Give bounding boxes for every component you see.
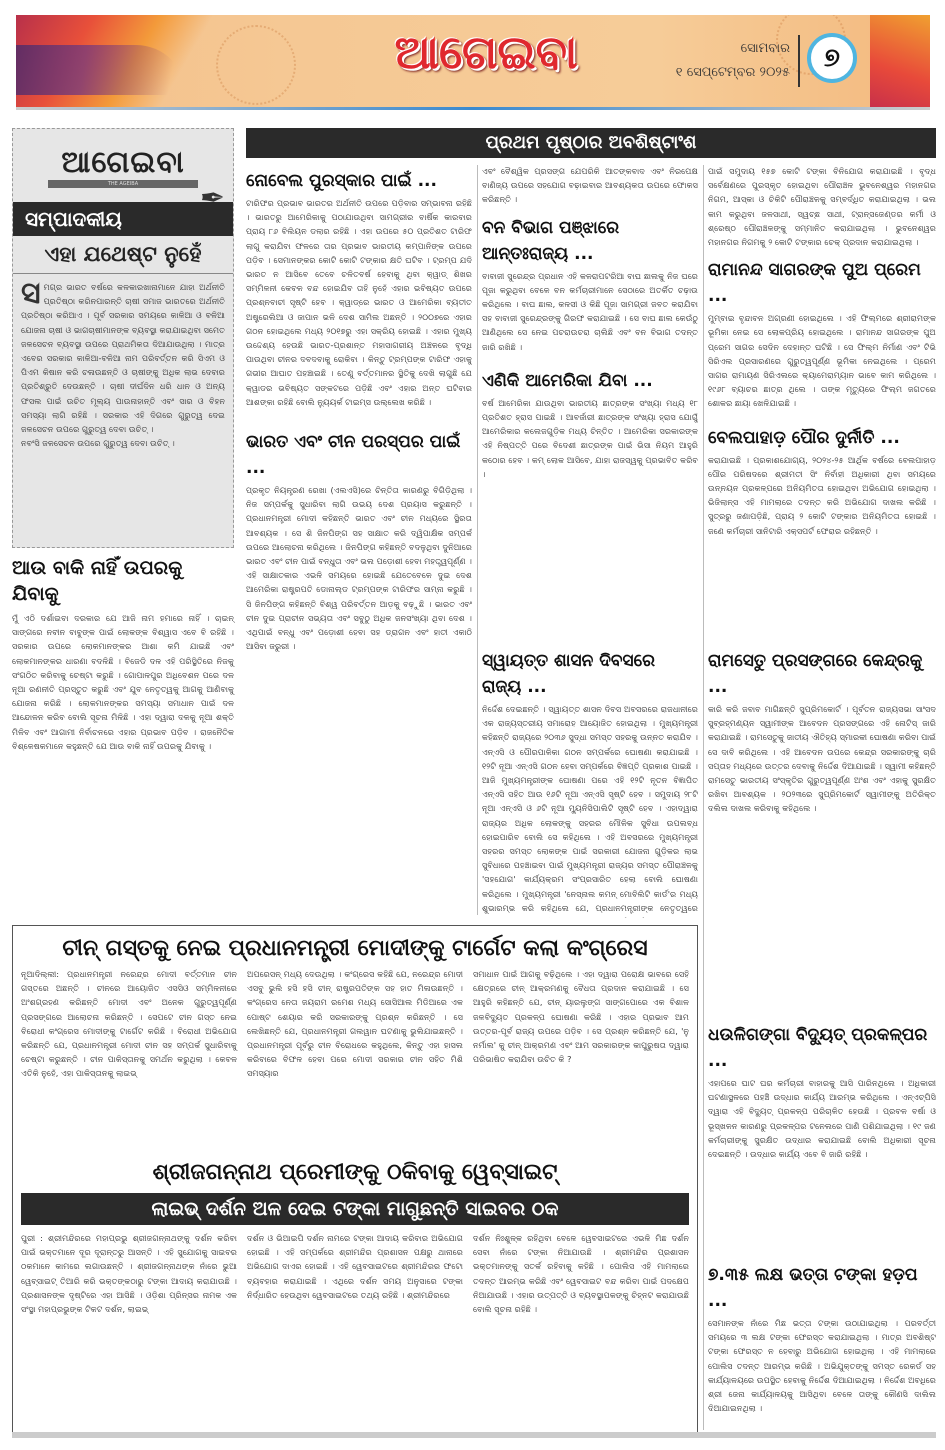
column-3-bottom [708,1262,936,1432]
article-headline: ଧଉଳିଗଙ୍ଗା ବିଦ୍ୟୁତ୍ ପ୍ରକଳ୍ପର ... [708,1025,928,1071]
column-divider [703,165,704,1430]
article-body: କାରି କରି ଜବାବ ମାଗିଛନ୍ତି ସୁପ୍ରିମକୋର୍ଟ । ପୂର୍ବତନ ରାଜ୍ୟସଭା ସାଂସଦ ସୁବ୍ରହ୍ମଣ୍ୟନ ସ୍ୱାମୀଙ୍କ ଆବେଦନ ପ୍ରସଙ୍ଗରେ ଏହି ନୋଟିସ୍ ଜାରି କରାଯାଇଛି । ରାମସେତୁକୁ ଜାତୀୟ ଐତିହ୍ୟ ସ୍ମାରକୀ ଘୋଷଣା କରିବା ପାଇଁ ସେ ଦାବି କରିଥିଲେ । ଏହି ଆବେଦନ ଉପରେ କେନ୍ଦ୍ର ସରକାରଙ୍କୁ ଚାରି ସପ୍ତାହ ମଧ୍ୟରେ ଉତ୍ତର ଦେବାକୁ ନିର୍ଦ୍ଦେଶ ଦିଆଯାଇଛି । ସ୍ୱାମୀ କହିଛନ୍ତି ରାମସେତୁ ଭାରତୀୟ ସଂସ୍କୃତିର ଗୁରୁତ୍ୱପୂର୍ଣ୍ଣ ଅଂଶ ଏବଂ ଏହାକୁ ସୁରକ୍ଷିତ ରଖିବା ଆବଶ୍ୟକ । ୨୦୨୩ରେ ସୁପ୍ରିମକୋର୍ଟ ସ୍ୱାମୀଙ୍କୁ ଅତିରିକ୍ତ ଦଲିଲ ଦାଖଲ କରିବାକୁ କହିଥିଲେ । [708,704,936,814]
article-column: ପୁରୀ : ଶ୍ରୀମନ୍ଦିରରେ ମହାପ୍ରଭୁ ଶ୍ରୀଜଗନ୍ନାଥଙ୍କୁ ଦର୍ଶନ କରିବା ପାଇଁ ଭକ୍ତମାନେ ଦୂର ଦୂରାନ୍ତରୁ ଆସନ୍ତି । ଏହି ସୁଯୋଗକୁ ସାଇବର ଠକମାନେ କାମରେ ଲଗାଉଛନ୍ତି । ଶ୍ରୀଜଗନ୍ନାଥଙ୍କ ନାଁରେ ଭୁଆ ୱେବ୍‌ସାଇଟ୍ ତିଆରି କରି ଭକ୍ତଙ୍କଠାରୁ ଟଙ୍କା ଆଦାୟ କରାଯାଉଛି । ପ୍ରଶାସନଙ୍କ ଦୃଷ୍ଟିରେ ଏହା ଆସିଛି । ଓଡ଼ିଶା ପ୍ରିନ୍ସର ନାମକ ଏକ ସଂସ୍ଥା ମହାପ୍ରଭୁଙ୍କ ଟିକଟ ଦର୍ଶନ, ଲାଇଭ୍ [21,1233,237,1315]
column-1 [246,160,472,920]
mandala-pattern [216,25,296,105]
article-columns [13,967,697,1142]
article-left [12,555,234,915]
column-2 [482,160,698,630]
editorial-headline: ଏହା ଯଥେଷ୍ଟ ନୁହେଁ [13,236,233,274]
column-3-middle [708,648,936,1008]
article-headline: ସ୍ୱାୟତ୍ତ ଶାସନ ଦିବସରେ ରାଜ୍ୟ ... [482,651,655,697]
article-column: ନୂଆଦିଲ୍ଲୀ: ପ୍ରଧାନମନ୍ତ୍ରୀ ନରେନ୍ଦ୍ର ମୋଦୀ ବର୍ତ୍ତମାନ ଚୀନ ଗସ୍ତରେ ଅଛନ୍ତି । ଚୀନରେ ଆୟୋଜିତ ଏସସିଓ ସମ୍ମିଳନୀରେ ଅଂଶଗ୍ରହଣ କରିଛନ୍ତି ମୋଦୀ ଏବଂ ଅନେକ ଗୁରୁତ୍ୱପୂର୍ଣ୍ଣ ପ୍ରସଙ୍ଗରେ ଆଲୋଚନା କରିଛନ୍ତି । ସେପଟେ ଚୀନ ଗସ୍ତ ନେଇ ବିରୋଧୀ କଂଗ୍ରେସ ମୋଦୀଙ୍କୁ ଟାର୍ଗେଟ କରିଛି । ବିରୋଧୀ ଅଭିଯୋଗ କରିଛନ୍ତି ଯେ, ପ୍ରଧାନମନ୍ତ୍ରୀ ମୋଦୀ ଚୀନ ସହ ସମ୍ପର୍କ ସୁଧାରିବାକୁ ଚେଷ୍ଟା କରୁଛନ୍ତି । ଚୀନ ପାକିସ୍ତାନକୁ ସମର୍ଥନ କରୁଥିଲା । କେବଳ ଏତିକି ନୁହେଁ, ଏହା ପାକିସ୍ତାନକୁ ଲାଇଭ୍ [21,969,237,1079]
newspaper-logo: ଆଗେଇବା [394,25,578,79]
article-headline: ୭.୩୫ ଲକ୍ଷ ଭତ୍ତା ଟଙ୍କା ହଡ଼ପ ... [708,1265,918,1311]
article-body: ଏହାପରେ ଘାଟ ଘର କର୍ମଚାରୀ ବାହାରକୁ ଆସି ପାରିନଥିଲେ । ଅଧିକାରୀ ଘଟଣାସ୍ଥଳରେ ପହଞ୍ଚି ଉଦ୍ଧାର କାର୍ଯ୍ୟ ଆରମ୍ଭ କରିଥିଲେ । ଏନ୍‌ଏଚ୍‌ପିସି ଦ୍ୱାରା ଏହି ବିଦ୍ୟୁତ୍ ପ୍ରକଳ୍ପ ପରିଚାଳିତ ହେଉଛି । ପ୍ରବଳ ବର୍ଷା ଓ ଭୂସ୍ଖଳନ କାରଣରୁ ପ୍ରକଳ୍ପର ଟନେଲରେ ପାଣି ପଶିଯାଇଥିଲା । ୧୯ ଜଣ କର୍ମଚାରୀଙ୍କୁ ସୁରକ୍ଷିତ ଉଦ୍ଧାର କରାଯାଇଛି ବୋଲି ଅଧିକାରୀ ସୂଚନା ଦେଇଛନ୍ତି । ଉଦ୍ଧାର କାର୍ଯ୍ୟ ଏବେ ବି ଜାରି ରହିଛି । [708,1078,936,1160]
weekday: ସୋମବାର [740,41,790,56]
article-body: ବାବାଜୀ ସୁରେନ୍ଦ୍ର ପ୍ରଧାନ ଏହି କଳରାପଟରିଆ ବାଘ ଛାଲକୁ ନିଜ ଘରେ ପୂଜା କରୁଥିବା ବେଳେ ବନ କର୍ମଚାରୀମାନେ ସେଠାରେ ଅତର୍କିତ ଚଢ଼ାଉ କରିଥିଲେ । ବାଘ ଛାଲ, କଳସୀ ଓ କିଛି ପୂଜା ସାମଗ୍ରୀ ଜବତ କରାଯିବା ସହ ବାବାଜୀ ସୁରେନ୍ଦ୍ରଙ୍କୁ ଗିରଫ କରାଯାଇଛି । ସେ ବାଘ ଛାଲ କେଉଁଠୁ ଆଣିଥିଲେ ସେ ନେଇ ପଚରାଉଚରା ଚାଲିଛି ଏବଂ ବନ ବିଭାଗ ତଦନ୍ତ ଜାରି ରଖିଛି । [482,270,698,352]
article-body: ମୁଁ ଏଠି ଦର୍ଶାଇବା ଦରକାର ଯେ ଆଜି ନାମ ହମାରେ ନାହିଁ । ଚାଇନ୍ ସାଙ୍ଗରେ ନବୀନ ବାବୁଙ୍କ ପାଇଁ ଲୋକଙ୍କ ବିଶ୍ୱାସ ଏବେ ବି ରହିଛି । ସରକାର ଉପରେ ଲୋକମାନଙ୍କର ଆଶା କମି ଯାଇଛି ଏବଂ ଲୋକମାନଙ୍କର ଧାରଣା ବଦଳିଛି । ବିଜେଡି ଦଳ ଏହି ପରିସ୍ଥିତିରେ ନିଜକୁ ସଂଗଠିତ କରିବାକୁ ଚେଷ୍ଟା କରୁଛି । ଗୋପାଳପୁର ଅଧିବେଶନ ପରେ ଦଳ ନୂଆ ରଣନୀତି ପ୍ରସ୍ତୁତ କରୁଛି ଏବଂ ଯୁବ ନେତୃତ୍ୱକୁ ଆଗକୁ ଆଣିବାକୁ ଯୋଜନା କରିଛି । ଲୋକମାନଙ୍କର ସମସ୍ୟା ସମାଧାନ ପାଇଁ ଦଳ ଆନ୍ଦୋଳନ କରିବ ବୋଲି ସୂଚନା ମିଳିଛି । ଏହା ଦ୍ୱାରା ଦଳକୁ ନୂଆ ଶକ୍ତି ମିଳିବ ଏବଂ ଆଗାମୀ ନିର୍ବାଚନରେ ଏହାର ପ୍ରଭାବ ପଡ଼ିବ । ରାଜନୈତିକ ବିଶ୍ଳେଷକମାନେ କହୁଛନ୍ତି ଯେ ଆଉ ବାକି ନାହିଁ ଉପରକୁ ଯିବାକୁ । [12,613,234,751]
article-headline: ଶ୍ରୀଜଗନ୍ନାଥ ପ୍ରେମୀଙ୍କୁ ଠକିବାକୁ ୱେବ୍‌ସାଇଟ୍ [152,1160,558,1185]
column-divider [477,165,478,915]
article-body: ନିର୍ଦ୍ଦେଶ ଦେଇଛନ୍ତି । ସ୍ୱାୟତ୍ତ ଶାସନ ଦିବସ ଅବସରରେ ରାଜଧାନୀରେ ଏକ ରାଜ୍ୟସ୍ତରୀୟ ସମାରୋହ ଆୟୋଜିତ ହୋଇଥିଲା । ମୁଖ୍ୟମନ୍ତ୍ରୀ କହିଛନ୍ତି ରାଜ୍ୟରେ ୨୦୩୬ ସୁଦ୍ଧା ସମସ୍ତ ସହରକୁ ଉନ୍ନତ କରାଯିବ । ଏନ୍‌ଏସି ଓ ପୌରପାଳିକା ଗଠନ ସମ୍ପର୍କରେ ଘୋଷଣା କରାଯାଇଛି । ୧୨ଟି ନୂଆ ଏନ୍‌ଏସି ଗଠନ ହେବା ସମ୍ପର୍କରେ ବିଜ୍ଞପ୍ତି ପ୍ରକାଶ ପାଇଛି । ଆଜି ମୁଖ୍ୟମନ୍ତ୍ରୀଙ୍କ ଘୋଷଣା ପରେ ଏହି ୧୨ଟି ନୂତନ ବିଜ୍ଞାପିତ ଏନ୍‌ଏସି ସହିତ ଆଉ ୧୬ଟି ନୂଆ ଏନ୍‌ଏସି ସୃଷ୍ଟି ହେବ । ସମୁଦାୟ ୨୮ଟି ନୂଆ ଏନ୍‌ଏସି ଓ ୬ଟି ନୂଆ ମ୍ୟୁନିସିପାଲିଟି ସୃଷ୍ଟି ହେବ । ଏହାଦ୍ୱାରା ରାଜ୍ୟର ଅଧିକ ଲୋକଙ୍କୁ ସହରର ମୌଳିକ ସୁବିଧା ଉପଲବ୍ଧ ହୋଇପାରିବ ବୋଲି ସେ କହିଥିଲେ । ଏହି ଅବସରରେ ମୁଖ୍ୟମନ୍ତ୍ରୀ ସହରର ସମସ୍ତ ଲୋକଙ୍କ ପାଇଁ ସରକାରୀ ଯୋଜନା ଗୁଡ଼ିକର ଲାଭ ସୁବିଧାରେ ପହଞ୍ଚାଇବା ପାଇଁ ମୁଖ୍ୟମନ୍ତ୍ରୀ ରାଜ୍ୟର ସମସ୍ତ ପୌରାଞ୍ଚଳକୁ 'ସହଯୋଗ' କାର୍ଯ୍ୟକ୍ରମ ସଂପ୍ରସାରିତ ହେଲା ବୋଲି ଘୋଷଣା କରିଥିଲେ । ମୁଖ୍ୟମନ୍ତ୍ରୀ 'ନେସ୍‌ନାଲ କମନ୍ ମୋବିଲିଟି କାର୍ଡ'ର ମଧ୍ୟ ଶୁଭାରମ୍ଭ କରି କହିଥିଲେ ଯେ, ପ୍ରଧାନମନ୍ତ୍ରୀଙ୍କ ନେତୃତ୍ୱରେ [482,704,698,913]
article-body: ବର୍ଷ ଆମେରିକା ଯାଉଥିବା ଭାରତୀୟ ଛାତ୍ରଙ୍କ ସଂଖ୍ୟା ମଧ୍ୟ ୧୮ ପ୍ରତିଶତ ହ୍ରାସ ପାଇଛି । ଆବର୍ଜାରୀ ଛାତ୍ରଙ୍କ ସଂଖ୍ୟା ହ୍ରାସ ଯୋଗୁଁ ଆମେରିକାର କଲେଜଗୁଡ଼ିକ ମଧ୍ୟ ଚିନ୍ତିତ । ଆମେରିକା ସରକାରଙ୍କ ଏହି ନିଷ୍ପତ୍ତି ପରେ ବିଦେଶୀ ଛାତ୍ରଙ୍କ ପାଇଁ ଭିସା ନିୟମ ଆହୁରି କଠୋର ହେବ । କମ୍ ଲୋକ ଆସିବେ, ଯାହା ରାଜସ୍ୱକୁ ପ୍ରଭାବିତ କରିବ । [482,397,698,479]
page-number-badge: ୭ [807,33,857,83]
article-body-continued: ଏବଂ ବୈଶ୍ୱିକ ପ୍ରସଙ୍ଗ ଯେପରିକି ଆତଙ୍କବାଦ ଏବଂ ନିରପେକ୍ଷ ବାଣିଜ୍ୟ ଉପରେ ସହଯୋଗ ବଢ଼ାଇବାର ଆବଶ୍ୟକତା ଉପରେ ଫୋକସ କରିଛନ୍ତି । [482,166,698,205]
column-3 [708,160,936,630]
date: ୧ ସେପ୍ଟେମ୍ବର ୨୦୨୫ [675,65,790,80]
lower-article-box [12,925,698,1435]
article-headline: ଏଣିକି ଆମେରିକା ଯିବା ... [482,370,653,391]
article-body: ଟାରିଫର ପ୍ରଭାବ ଭାରତର ଅର୍ଥନୀତି ଉପରେ ପଡ଼ିବାର ସମ୍ଭାବନା ରହିଛି । ଭାରତରୁ ଆମେରିକାକୁ ପଠାଯାଉଥିବା ସାମଗ୍ରୀର ବାର୍ଷିକ କାରବାର ପ୍ରାୟ ୮୬ ବିଲିୟନ ଡଲାର ରହିଛି । ଏହା ଉପରେ ୫୦ ପ୍ରତିଶତ ଟାରିଫ ଲାଗୁ କରାଯିବା ଫଳରେ ତାର ପ୍ରଭାବ ଭାରତୀୟ କମ୍ପାନିଙ୍କ ଉପରେ ପଡ଼ିବ । ସେମାନଙ୍କର କୋଟି କୋଟି ଟଙ୍କାର କ୍ଷତି ଘଟିବ । ଟ୍ରମ୍ପ ଯଦି ଭାରତ ନ ଆସିବେ ତେବେ ଚଳିତବର୍ଷ ହେବାକୁ ଥିବା କ୍ୱାଡ୍ ଶିଖର ସମ୍ମିଳନୀ କେବଳ ବନ୍ଦ ହୋଇଯିବ ତାହି ନୁହେଁ ଏହାର ଭବିଷ୍ୟତ ଉପରେ ପ୍ରଶ୍ନବାଚୀ ସୃଷ୍ଟି ହେବ । କ୍ୱାଡ୍‌ରେ ଭାରତ ଓ ଆମେରିକା ବ୍ୟତୀତ ଅଷ୍ଟ୍ରେଲିଆ ଓ ଜାପାନ ଭଳି ଦେଶ ସାମିଲ ଅଛନ୍ତି । ୨୦୦୭ରେ ଏହାର ଗଠନ ହୋଇଥିଲେ ମଧ୍ୟ ୨୦୧୭ରୁ ଏହା ସକ୍ରିୟ ହୋଇଛି । ଏହାର ମୁଖ୍ୟ ଉଦ୍ଦେଶ୍ୟ ହେଉଛି ଭାରତ-ପ୍ରଶାନ୍ତ ମହାସାଗରୀୟ ଅଞ୍ଚଳରେ ବୃଦ୍ଧି ପାଉଥିବା ଚୀନର ଦବଦବାକୁ ରୋକିବା । କିନ୍ତୁ ଟ୍ରମ୍ପଙ୍କ ଟାରିଫ ଏହାକୁ ଗଭୀର ଆଘାତ ପହଞ୍ଚାଇଛି । ତେଣୁ ବର୍ତ୍ତମାନର ସ୍ଥିତିକୁ ଦେଖି ଲାଗୁଛି ଯେ କ୍ୱାଡର ଭବିଷ୍ୟତ ସଙ୍କଟରେ ପଡ଼ିଛି ଏବଂ ଏହାର ଅନ୍ତ ଘଟିବାର ଆଶଙ୍କା ରହିଛି ବୋଲି ନ୍ୟୁୟର୍କ ଟାଇମ୍ସ ଉଲ୍ଲେଖ କରିଛି । [246,198,472,407]
article-headline: ଚୀନ୍ ଗସ୍ତକୁ ନେଇ ପ୍ରଧାନମନ୍ତ୍ରୀ ମୋଦୀଙ୍କୁ ଟାର୍ଗେଟ କଲା କଂଗ୍ରେସ [62,936,648,961]
editorial-box [12,128,234,548]
editorial-body [13,274,233,456]
editorial-text: ମଗ୍ର ଭାରତ ବର୍ଷରେ କଳକାରଖାନାମାନେ ଯାହା ଅର୍ଥନୀତି ପ୍ରତିଷ୍ଠା କରିନପାରନ୍ତି ଚାଷୀ ସମାଜ ଭାରତରେ ଅର୍ଥନୀତି ପ୍ରତିଷ୍ଠା କରିଆଏ । ପୂର୍ବ ସରକାର ସମୟରେ କାଳିଆ ଓ ବଳିଆ ଯୋଜନା ଚାଷୀ ଓ ଭାଗଚାଷୀମାନଙ୍କ ବ୍ୟବସ୍ଥା କରାଯାଇଥିବା ସମେତ ଜଳସେଚନ ବ୍ୟବସ୍ଥା ଉପରେ ପ୍ରାଥମିକତା ଦିଆଯାଉଥିଲା । ମାତ୍ର ଏବେର ସରକାର କାଳିଆ-ବଳିଆ ନାମ ପରିବର୍ତ୍ତନ କରି ସିଏମ ଓ ପିଏମ କିଷାନ କରି ଚଳାଉଛନ୍ତି ଓ ଚାଷୀଙ୍କୁ ଅଧିକ ଲାଭ ଦେବାର ପ୍ରତିଶ୍ରୁତି ଦେଉଛନ୍ତି । ଚାଷୀ ଦୀର୍ଘଦିନ ଧରି ଧାନ ଓ ଅନ୍ୟ ଫସଲ ପାଇଁ ଉଚିତ ମୂଲ୍ୟ ପାଉନାହାନ୍ତି ଏବଂ ସାର ଓ ବିହନ ସମସ୍ୟା ଲାଗି ରହିଛି । ସରକାର ଏହି ଦିଗରେ ଗୁରୁତ୍ୱ ଦେଇ ଜଳସେଚନ ଉପରେ ଗୁରୁତ୍ୱ ଦେବା ଉଚିତ୍ । [21,282,225,435]
article-headline: ରାମସେତୁ ପ୍ରସଙ୍ଗରେ କେନ୍ଦ୍ରକୁ ... [708,651,923,697]
article-body: ପ୍ରକୃତ ନିୟନ୍ତ୍ରଣ ରେଖା (ଏଲଏସି)ରେ ଚିନ୍ତିତା କାରଣରୁ ବିଗିଡ଼ିଥିଲା । ନିଜ ସମ୍ପର୍କକୁ ସୁଧାରିବା ଲାଗି ଉଭୟ ଦେଶ ପ୍ରୟାସ କରୁଛନ୍ତି । ପ୍ରଧାନମନ୍ତ୍ରୀ ମୋଦୀ କହିଛନ୍ତି ଭାରତ ଏବଂ ଚୀନ ମଧ୍ୟରେ ସ୍ଥିରତା ଆବଶ୍ୟକ । ସେ ଶି ଜିନପିଙ୍ଗ ସହ ସାକ୍ଷାତ କରି ଦ୍ୱିପାକ୍ଷିକ ସମ୍ପର୍କ ଉପରେ ଆଲୋଚନା କରିଥିଲେ । ଜିନପିଙ୍ଗ କହିଛନ୍ତି ବଦଳୁଥିବା ଦୁନିଆରେ ଭାରତ ଏବଂ ଚୀନ ପାଇଁ ବନ୍ଧୁତା ଏବଂ ଭଲ ପଡ଼ୋଶୀ ହେବା ମହତ୍ତ୍ୱପୂର୍ଣ୍ଣ । ଏହି ସାକ୍ଷାତକାର ଏଭଳି ସମୟରେ ହୋଇଛି ଯେତେବେଳେ ଦୁଇ ଦେଶ ଆମେରିକା ରାଷ୍ଟ୍ରପତି ଡୋନାଲ୍ଡ ଟ୍ରମ୍ପଙ୍କ ଟାରିଫର ସାମ୍ନା କରୁଛି । ସି ଜିନପିଙ୍ଗ କହିଛନ୍ତି ବିଶ୍ୱ ପରିବର୍ତ୍ତନ ଆଡ଼କୁ ବଢ଼ୁଛି । ଭାରତ ଏବଂ ଚୀନ ଦୁଇ ପ୍ରାଚୀନ ସଭ୍ୟତା ଏବଂ ସବୁଠୁ ଅଧିକ ଜନସଂଖ୍ୟା ଥିବା ଦେଶ । ଏଥିପାଇଁ ବନ୍ଧୁ ଏବଂ ପଡ଼ୋଶୀ ହେବା ସହ ଡ୍ରାଗନ ଏବଂ ହାତୀ ଏକାଠି ଆସିବା ଜରୁରୀ । [246,485,472,652]
column-3-lower [708,1022,936,1252]
article-columns [13,1231,697,1361]
editorial-logo-subtitle: THE AGEIBA [48,180,198,188]
column-2-lower [482,648,698,918]
drop-cap: ସ [21,276,41,311]
article-body: କରାଯାଇଛି । ପ୍ରକାଶଯୋଗ୍ୟ, ୨୦୨୪-୨୫ ଆର୍ଥିକ ବର୍ଷରେ ବେଲପାହାଡ଼ ପୌର ପରିଷଦରେ ଶ୍ରୀମତୀ ସିଂ ନିର୍ବାହୀ ଅଧିକାରୀ ଥିବା ସମୟରେ ଉନ୍ନୟନ ପ୍ରକଳ୍ପରେ ଅନିୟମିତତା ହୋଇଥିବା ଅଭିଯୋଗ ହୋଇଥିଲା । ଭିଜିଲାନ୍ସ ଏହି ମାମଲାରେ ତଦନ୍ତ କରି ଅଭିଯୋଗ ଦାଖଲ କରିଛି । ସୁତ୍ରରୁ ଜଣାପଡ଼ିଛି, ପ୍ରାୟ ୨ କୋଟି ଟଙ୍କାର ଅନିୟମିତତା ହୋଇଛି । ଜଣେ କର୍ମଚାରୀ ସାନିଟାରି ଏକ୍ସପର୍ଟ ଫେରାର ରହିଛନ୍ତି । [708,454,936,536]
article-headline: ରାମାନନ୍ଦ ସାଗରଙ୍କ ପୁଅ ପ୍ରେମ ... [708,260,921,307]
article-column: ଅପରେସନ୍ ମଧ୍ୟ ଦେଉଥିଲା । କଂଗ୍ରେସ କହିଛି ଯେ, ନରେନ୍ଦ୍ର ମୋଦୀ ଏସବୁ ଭୁଲି ହସି ହସି ଚୀନ୍ ରାଷ୍ଟ୍ରପତିଙ୍କ ସହ ହାତ ମିଳାଉଛନ୍ତି । କଂଗ୍ରେସ ନେତା ଜୟରାମ ରମେଶ ମଧ୍ୟ ସୋସିଆଲ ମିଡିଆରେ ଏକ ପୋଷ୍ଟ ଶେୟାର କରି ସରକାରଙ୍କୁ ପ୍ରଶ୍ନ କରିଛନ୍ତି । ସେ ଲେଖିଛନ୍ତି ଯେ, ପ୍ରଧାନମନ୍ତ୍ରୀ ଗଲୱାନ ଘଟଣାକୁ ଭୁଲିଯାଇଛନ୍ତି । ପ୍ରଧାନମନ୍ତ୍ରୀ ପୂର୍ବରୁ ଚୀନ ବିରୋଧରେ କହୁଥିଲେ, କିନ୍ତୁ ଏହା ହାସଲ କରିବାରେ ବିଫଳ ହେବା ପରେ ମୋଦୀ ସରକାର ଚୀନ ସହିତ ମିଶି ସମସ୍ୟାର [247,969,463,1079]
editorial-logo: ଆଗେଇବା [61,145,185,180]
editorial-section-label: ସମ୍ପାଦକୀୟ [25,207,122,231]
section-banner: ପ୍ରଥମ ପୃଷ୍ଠାର ଅବଶିଷ୍ଟାଂଶ [246,128,936,158]
article-headline: ବନ ବିଭାଗ ପଞ୍ଝାରେ ଆନ୍ତଃରାଜ୍ୟ ... [482,217,620,264]
article-body: ମୁମ୍ବାଇ ବୃନ୍ଦାବନ ଅଗ୍ରଣୀ ହୋଇଥିଲେ । ଏହି ଫିଲ୍ମରେ ଶ୍ରୀରାମଙ୍କ ଭୂମିକା ନେଇ ସେ ଲୋକପ୍ରିୟ ହୋଇଥିଲେ । ରାମାନନ୍ଦ ସାଗରଙ୍କ ପୁଅ ପ୍ରେମ ସାଗର ସେଦିନ ଦେହାନ୍ତ ଘଟିଛି । ସେ ଫିଲ୍ମ ନିର୍ମାଣ ଏବଂ ଟିଭି ସିରିଏଲ ପ୍ରସାରଣରେ ଗୁରୁତ୍ୱପୂର୍ଣ୍ଣ ଭୂମିକା ନେଇଥିଲେ । ପ୍ରେମ ସାଗର ରାମାୟଣ ସିରିଏଲରେ କ୍ୟାମେରାମ୍ୟାନ ଭାବେ କାମ କରିଥିଲେ । ୧୯୬୮ ବ୍ୟାଚର ଛାତ୍ର ଥିଲେ । ତାଙ୍କ ମୃତ୍ୟୁରେ ଫିଲ୍ମ ଜଗତରେ ଶୋକର ଛାୟା ଖେଳିଯାଇଛି । [708,313,936,409]
masthead-underline [16,107,930,110]
article-body: ସେମାନଙ୍କ ନାଁରେ ମିଛ ଭତ୍ତା ଟଙ୍କା ଉଠାଯାଇଥିଲା । ପରବର୍ତ୍ତୀ ସମୟରେ ୩ ଲକ୍ଷ ଟଙ୍କା ଫେରସ୍ତ କରାଯାଇଥିଲା । ମାତ୍ର ଅବଶିଷ୍ଟ ଟଙ୍କା ଫେରସ୍ତ ନ ହେବାରୁ ଅଭିଯୋଗ ହୋଇଥିଲା । ଏହି ମାମଲାରେ ପୋଲିସ ତଦନ୍ତ ଆରମ୍ଭ କରିଛି । ଅଭିଯୁକ୍ତଙ୍କୁ ସମସ୍ତ ରେକର୍ଡ ସହ କାର୍ଯ୍ୟାଳୟରେ ଉପସ୍ଥିତ ହେବାକୁ ନିର୍ଦ୍ଦେଶ ଦିଆଯାଇଥିଲା । ନିର୍ଦ୍ଦେଶ ଅବଧିରେ ଶ୍ରୀ ଜେନା କାର୍ଯ୍ୟାଳୟକୁ ଆସିଥିବା ବେଳେ ତାଙ୍କୁ କୌଣସି ଦାଲିଲ ଦିଆଯାଇନଥିଲା । [708,1318,936,1414]
decorative-wave-left-dark [16,45,186,95]
divider [798,35,800,87]
article-column: ସମାଧାନ ପାଇଁ ଆଗକୁ ବଢ଼ିଥିଲେ । ଏହା ଦ୍ୱାରା ପରୋକ୍ଷ ଭାବରେ ସେହି କ୍ଷେତ୍ରରେ ଚୀନ୍ ଆକ୍ରମଣକୁ ବୈଧତା ପ୍ରଦାନ କରାଯାଇଛି । ସେ ଆହୁରି କହିଛନ୍ତି ଯେ, ଚୀନ୍ ୟାରଲୁଙ୍ଗ ସାଙ୍ଗପୋରେ ଏକ ବିଶାଳ ଜଳବିଦ୍ୟୁତ ପ୍ରକଳ୍ପ ଘୋଷଣା କରିଛି । ଏହାର ପ୍ରଭାବ ଆମ ଉତ୍ତର-ପୂର୍ବ ରାଜ୍ୟ ଉପରେ ପଡ଼ିବ । ସେ ପ୍ରଶ୍ନ କରିଛନ୍ତି ଯେ, 'ନୁ ନର୍ମାଲ' କୁ ଚୀନ୍ ଆକ୍ରମଣ ଏବଂ ଆମ ସରକାରଙ୍କ କାପୁରୁଷତା ଦ୍ୱାରା ପରିଭାଷିତ କରାଯିବା ଉଚିତ କି ? [473,969,689,1065]
decorative-wave-right [870,15,930,107]
article-headline: ଭାରତ ଏବଂ ଚୀନ ପରସ୍ପର ପାଇଁ ... [246,432,461,479]
footer-bar [12,1432,936,1438]
article-headline: ବେଲପାହାଡ଼ ପୌର ଦୁର୍ନୀତି ... [708,427,900,448]
article-headline: ଆଉ ବାକି ନାହିଁ ଉପରକୁ ଯିବାକୁ [12,557,183,605]
article-body-continued: ପାଇଁ ସମୁଦାୟ ୧୫୭ କୋଟି ଟଙ୍କା ବିନିଯୋଗ କରାଯାଇଛି । ବୃଦ୍ଧ ସର୍ବେକ୍ଷଣରେ ପୁରସ୍କୃତ ହୋଇଥିବା ପୌରାଞ୍ଚଳ ଭୁବନେଶ୍ୱର ମହାନଗର ନିଗମ, ଆସ୍କା ଓ ଚିକିଟି ପୌରାଞ୍ଚଳକୁ ସମ୍ବର୍ଦ୍ଧିତ କରାଯାଇଥିଲା । ଭଲ କାମ କରୁଥିବା ଜଳସାଥୀ, ସ୍ୱଚ୍ଛ ସାଥୀ, ଟ୍ରାନ୍ସଜେଣ୍ଡର କର୍ମୀ ଓ ଶ୍ରେଷ୍ଠ ପୌରାଞ୍ଚଳଙ୍କୁ ସମ୍ମାନିତ କରାଯାଇଥିଲା । ଭୁବନେଶ୍ୱର ମହାନଗର ନିଗମକୁ ୨ କୋଟି ଟଙ୍କାର ଚେକ୍ ପ୍ରଦାନ କରାଯାଇଥିଲା । [708,166,936,248]
article-headline: ନୋବେଲ ପୁରସ୍କାର ପାଇଁ ... [246,171,437,191]
article-column: ଦର୍ଶନ ଓ ଭିଆଇପି ଦର୍ଶନ ନାମରେ ଟଙ୍କା ଆଦାୟ କରିବାର ଅଭିଯୋଗ ହୋଇଛି । ଏହି ସମ୍ପର୍କରେ ଶ୍ରୀମନ୍ଦିର ପ୍ରଶାସନ ପକ୍ଷରୁ ଥାନାରେ ଅଭିଯୋଗ ଦାଏର ହୋଇଛି । ଏହି ୱେବସାଇଟରେ ଶ୍ରୀମନ୍ଦିରର ଫଟୋ ବ୍ୟବହାର କରାଯାଇଛି । ଏଥିରେ ଦର୍ଶନ ସମୟ ଅନୁସାରେ ଟଙ୍କା ନିର୍ଦ୍ଧାରିତ ହେଉଥିବା ୱେବସାଇଟରେ ତଥ୍ୟ ରହିଛି । ଶ୍ରୀମନ୍ଦିରରେ [247,1233,463,1300]
dateline [676,37,790,85]
editorial-closing: ନବଂସି ଜଳସେଚନ ଉପରେ ଗୁରୁତ୍ୱ ଦେବା ଉଚିତ୍ । [21,438,175,449]
fountain-pen-icon: ✒ [199,181,225,216]
masthead [16,15,930,107]
article-subheadline-banner: ଲାଇଭ୍ ଦର୍ଶନ ଅଳ ଦେଇ ଟଙ୍କା ମାଗୁଛନ୍ତି ସାଇବର ଠକ [21,1193,689,1225]
article-column: ଦର୍ଶନ ନିଃଶୁଳ୍କ ରହିଥିବା ବେଳେ ୱେବସାଇଟରେ ଏଭଳି ମିଛ ଦର୍ଶନ ସେବା ନାଁରେ ଟଙ୍କା ନିଆଯାଉଛି । ଶ୍ରୀମନ୍ଦିର ପ୍ରଶାସନ ଭକ୍ତମାନଙ୍କୁ ସତର୍କ ରହିବାକୁ କହିଛି । ପୋଲିସ ଏହି ମାମଲାରେ ତଦନ୍ତ ଆରମ୍ଭ କରିଛି ଏବଂ ୱେବସାଇଟ ବନ୍ଦ କରିବା ପାଇଁ ପଦକ୍ଷେପ ନିଆଯାଉଛି । ଏହାର ଉତ୍ପତ୍ତି ଓ ବ୍ୟବସ୍ଥାପକଙ୍କୁ ଚିହ୍ନଟ କରାଯାଉଛି ବୋଲି ସୂଚନା ରହିଛି । [473,1233,689,1315]
